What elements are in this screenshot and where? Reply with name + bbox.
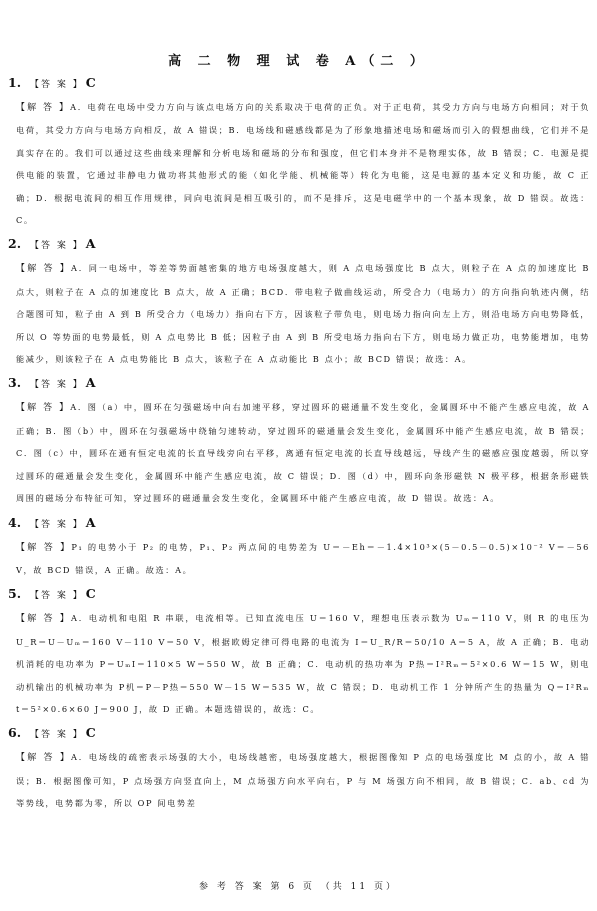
- answer-content: [8, 72, 590, 817]
- answer-value: A: [85, 514, 96, 530]
- page-footer: 参 考 答 案 第 6 页 （共 11 页）: [199, 882, 398, 892]
- explanation-text: A．电动机和电阻 R 串联，电流相等。已知直流电压 U＝160 V，理想电压表示数为 Uₘ＝110 V，则 R 的电压为 U_R＝U－Uₘ＝160 V－110 V＝50 V，根据欧姆定律可得电路的电流为 I＝U_R/R＝50/10 A＝5 A，故 A 正确；B．电动机消耗的电功率为 P＝UₘI＝110×5 W＝550 W，故 B 正确；C．电动机的热功率为 P热＝I²Rₘ＝5²×0.6 W＝15 W，则电动机输出的机械功率为 P机＝P－P热＝550 W－15 W＝535 W，故 C 错误；D．电动机工作 1 分钟所产生的热量为 Q＝I²Rₘt＝5²×0.6×60 J＝900 J，故 D 正确。本题选错误的，故选：C。: [16, 613, 590, 714]
- question-2: [8, 233, 590, 370]
- question-4: [8, 512, 590, 582]
- explain-tag: 【解 答 】: [16, 614, 72, 625]
- answer-value: C: [85, 75, 96, 90]
- question-5: [8, 583, 590, 720]
- explanation-text: A．同一电场中，等差等势面越密集的地方电场强度越大，则 A 点电场强度比 B 点大，则粒子在 A 点的加速度比 B 点大，则粒子在 A 点的加速度比 B 点大，故 A 正确；BCD．带电粒子做曲线运动，所受合力（电场力）的方向指向轨迹内侧，结合题图可知，粒子由 A 到 B 所受合力（电场力）指向右下方，因该粒子带负电，则电场力指向向左上方，则沿电场方向电势降低，所以 O 等势面的电势最低，则 A 点电势比 B 低；因粒子由 A 到 B 所受电场力指向右下方，则电场力做正功，电势能增加，电势能减少，则该粒子在 A 点电势能比 B 点大，该粒子在 A 点动能比 B 点小；故 BCD 错误；故选：A。: [16, 263, 590, 365]
- question-number: 1.: [8, 75, 22, 90]
- answer-tag: 【答 案 】: [30, 519, 84, 530]
- question-number: 4.: [8, 514, 22, 530]
- question-number: 5.: [8, 586, 22, 602]
- question-3: [8, 372, 590, 509]
- question-number: 6.: [8, 725, 22, 741]
- explain-tag: 【解 答 】: [16, 753, 72, 764]
- question-6: [8, 722, 590, 814]
- explain-tag: 【解 答 】: [16, 264, 72, 275]
- question-number: 2.: [8, 236, 22, 252]
- answer-tag: 【答 案 】: [30, 80, 84, 90]
- answer-value: C: [85, 586, 96, 602]
- answer-tag: 【答 案 】: [30, 591, 84, 602]
- explanation-text: P₁ 的电势小于 P₂ 的电势，P₁、P₂ 两点间的电势差为 U＝－Eh＝－1.4×10³×(5－0.5－0.5)×10⁻² V＝－56 V，故 BCD 错误，A 正确。故选：A。: [16, 541, 590, 575]
- explanation-text: A．图（a）中，圆环在匀强磁场中向右加速平移，穿过圆环的磁通量不发生变化，金属圆环中不能产生感应电流，故 A 正确；B．图（b）中，圆环在匀强磁场中绕轴匀速转动，穿过圆环的磁通量会发生变化，金属圆环中能产生感应电流，故 B 错误；C．图（c）中，圆环在通有恒定电流的长直导线旁向右平移，离通有恒定电流的长直导线越远，导线产生的磁感应强度越弱，所以穿过圆环的磁通量会发生变化，金属圆环中能产生感应电流，故 C 错误；D．图（d）中，圆环向条形磁铁 N 极平移，根据条形磁铁周围的磁场分布特征可知，穿过圆环的磁通量会发生变化，金属圆环中能产生感应电流，故 D 错误。故选：A。: [16, 402, 590, 504]
- answer-tag: 【答 案 】: [30, 730, 84, 741]
- explanation-text: A．电场线的疏密表示场强的大小，电场线越密，电场强度越大，根据图像知 P 点的电场强度比 M 点的小，故 A 错误；B．根据图像可知，P 点场强方向竖直向上，M 点场强方向水平向右，P 与 M 场强方向不相同，故 B 错误；C．ab、cd 为等势线，电势都为零，所以 OP 间电势差: [16, 752, 590, 809]
- explain-tag: 【解 答 】: [16, 542, 72, 553]
- answer-value: C: [85, 725, 96, 741]
- explanation-text: A．电荷在电场中受力方向与该点电场方向的关系取决于电荷的正负。对于正电荷，其受力方向与电场方向相同；对于负电荷，其受力方向与电场方向相反，故 A 错误；B．电场线和磁感线都是为了形象地描述电场和磁场而引入的假想曲线，它们并不是真实存在的。我们可以通过这些曲线来理解和分析电场和磁场的分布和强度，但它们本身并不是物理实体，故 B 错误；C．电源是提供电能的装置，它通过非静电力做功将其他形式的能（如化学能、机械能等）转化为电能，这是电源的基本定义和功能，故 C 正确；D．根据电流间的相互作用规律，同向电流间是相互吸引的，而不是排斥，这是电磁学中的一个基本现象，故 D 错误。故选：C。: [16, 102, 590, 226]
- explain-tag: 【解 答 】: [16, 403, 71, 414]
- answer-tag: 【答 案 】: [30, 380, 84, 391]
- answer-value: A: [85, 375, 96, 391]
- question-1: [8, 72, 590, 231]
- page-title: 高 二 物 理 试 卷 A（二 ）: [168, 54, 429, 69]
- explain-tag: 【解 答 】: [16, 103, 71, 113]
- answer-value: A: [85, 236, 96, 252]
- answer-tag: 【答 案 】: [30, 241, 84, 252]
- question-number: 3.: [8, 375, 22, 391]
